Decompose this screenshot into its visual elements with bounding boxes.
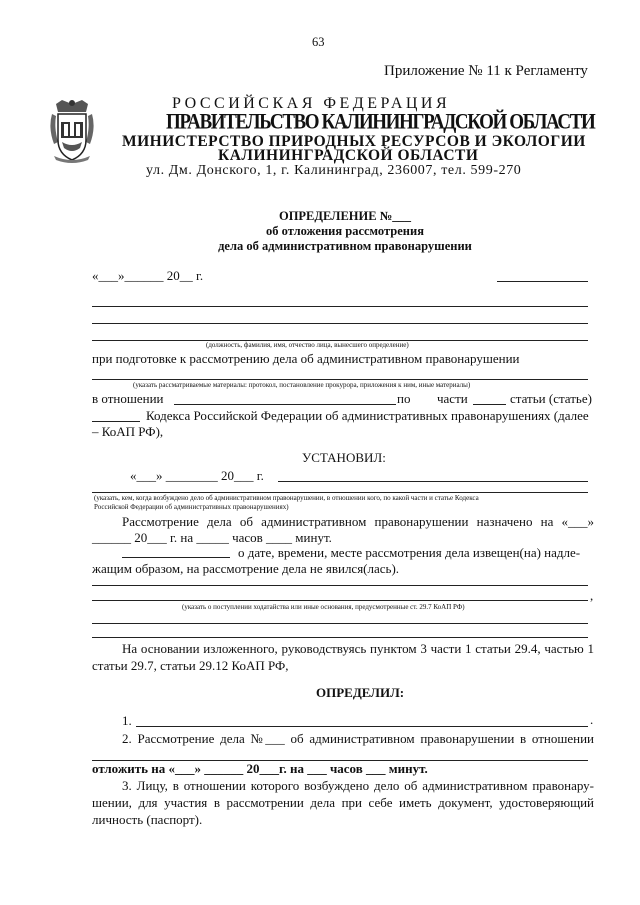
basis-line2: статьи 29.7, статьи 29.12 КоАП РФ, bbox=[92, 658, 289, 673]
place-blank-line bbox=[497, 281, 588, 282]
fill-line bbox=[92, 623, 588, 624]
fill-line bbox=[122, 557, 230, 558]
fill-line bbox=[278, 481, 588, 482]
koap-abbrev: – КоАП РФ), bbox=[92, 424, 164, 439]
schedule-line1: Рассмотрение дела об административном правонарушении назначено на «___» bbox=[122, 514, 594, 529]
document-subtitle-line2: дела об административном правонарушении bbox=[218, 239, 472, 253]
decision-heading: ОПРЕДЕЛИЛ: bbox=[316, 685, 405, 700]
official-hint: (должность, фамилия, имя, отчество лица, вынесшего определение) bbox=[206, 341, 409, 349]
ministry-name-line1: МИНИСТЕРСТВО ПРИРОДНЫХ РЕСУРСОВ И ЭКОЛОГИИ bbox=[122, 133, 586, 150]
preparing-text: при подготовке к рассмотрению дела об административном правонарушении bbox=[92, 351, 520, 366]
document-title: ОПРЕДЕЛЕНИЕ №___ bbox=[278, 209, 412, 223]
fill-line bbox=[92, 637, 588, 638]
established-heading: УСТАНОВИЛ: bbox=[302, 450, 386, 465]
fill-line bbox=[92, 492, 588, 493]
schedule-line2: ______ 20___ г. на _____ часов ____ минут. bbox=[92, 530, 332, 545]
decision-item3-line1: 3. Лицу, в отношении которого возбуждено дело об административном правонару- bbox=[122, 778, 594, 793]
regard-part: части bbox=[437, 391, 468, 406]
fill-line bbox=[473, 404, 506, 405]
decision-item2-line1: 2. Рассмотрение дела №___ об административном правонарушении в отношении bbox=[122, 731, 594, 746]
established-date: «___» ________ 20___ г. bbox=[130, 468, 264, 483]
materials-hint: (указать рассматриваемые материалы: протокол, постановление прокурора, приложения к ним, иные материалы) bbox=[133, 381, 471, 389]
basis-line1: На основании изложенного, руководствуясь пунктом 3 части 1 статьи 29.4, частью 1 bbox=[122, 641, 594, 656]
fill-line bbox=[92, 600, 588, 601]
fill-line bbox=[92, 585, 588, 586]
appendix-label: Приложение № 11 к Регламенту bbox=[384, 63, 588, 79]
document-date: «___»______ 20__ г. bbox=[92, 268, 204, 283]
ministry-name-line2: КАЛИНИНГРАДСКОЙ ОБЛАСТИ bbox=[218, 147, 479, 164]
coat-of-arms-emblem bbox=[48, 98, 96, 169]
decision-item2-line2: отложить на «___» ______ 20___г. на ___ часов ___ минут. bbox=[92, 761, 428, 776]
whom-hint-line2: Российской Федерации об административных правонарушениях) bbox=[94, 503, 289, 511]
motions-hint: (указать о поступлении ходатайства или иные основания, предусмотренные ст. 29.7 КоАП РФ) bbox=[182, 603, 465, 611]
decision-item1: 1. bbox=[122, 713, 132, 728]
fill-line bbox=[92, 379, 588, 380]
fill-line bbox=[92, 323, 588, 324]
fill-line bbox=[92, 421, 140, 422]
fill-line bbox=[92, 306, 588, 307]
government-name: ПРАВИТЕЛЬСТВО КАЛИНИНГРАДСКОЙ ОБЛАСТИ bbox=[166, 110, 595, 135]
regard-label: в отношении bbox=[92, 391, 164, 406]
document-subtitle-line1: об отложения рассмотрения bbox=[266, 224, 424, 238]
decision-item3-line2: шении, для участия в рассмотрении дела при себе иметь документ, удостоверяющий bbox=[92, 795, 594, 810]
country-name: РОССИЙСКАЯ ФЕДЕРАЦИЯ bbox=[172, 95, 451, 112]
whom-hint-line1: (указать, кем, когда возбуждено дело об административном правонарушении, в отношении кого, по какой части и статье Кодекса bbox=[94, 494, 479, 502]
fill-line bbox=[174, 404, 396, 405]
notified-line1: о дате, времени, месте рассмотрения дела извещен(на) надле- bbox=[238, 545, 581, 560]
code-reference: Кодекса Российской Федерации об административных правонарушениях (далее bbox=[146, 408, 589, 423]
regard-po: по bbox=[397, 391, 411, 406]
fill-line bbox=[136, 726, 588, 727]
regard-article: статьи (статье) bbox=[510, 391, 592, 406]
page-number: 63 bbox=[312, 35, 325, 49]
ministry-address: ул. Дм. Донского, 1, г. Калининград, 236007, тел. 599-270 bbox=[146, 163, 522, 178]
notified-line2: жащим образом, на рассмотрение дела не явился(лась). bbox=[92, 561, 400, 576]
decision-item3-line3: личность (паспорт). bbox=[92, 812, 203, 827]
